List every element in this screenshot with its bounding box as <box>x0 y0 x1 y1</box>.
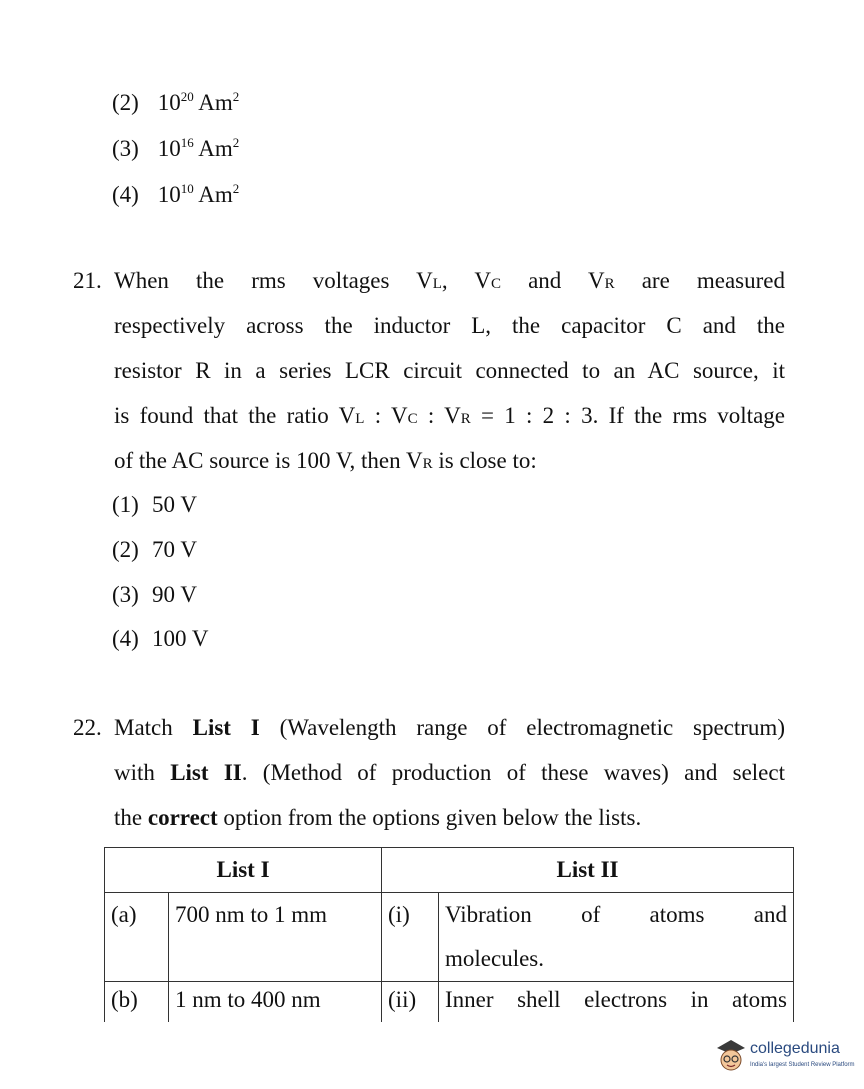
subscript: C <box>490 276 501 292</box>
option-base: 10 <box>157 182 181 207</box>
text-run: is close to: <box>432 448 537 473</box>
subscript: C <box>407 411 418 427</box>
question-22-number: 22. <box>73 715 102 740</box>
subscript: R <box>422 456 433 472</box>
option-text: 50 V <box>152 492 197 517</box>
option-text: 100 V <box>152 626 209 651</box>
production-method <box>439 893 794 982</box>
table-header-row <box>105 848 794 893</box>
subscript: L <box>355 411 365 427</box>
method-line-2: molecules. <box>445 946 545 971</box>
prev-option-2 <box>112 90 239 116</box>
option-unit-exp: 2 <box>232 135 240 150</box>
option-label: (3) <box>112 582 139 607</box>
bold-term: List II <box>170 760 242 785</box>
text-run: , V <box>441 268 491 293</box>
option-label: (2) <box>112 90 139 115</box>
question-21-line-5 <box>114 448 537 474</box>
option-unit: Am <box>198 182 233 207</box>
text-run: Match <box>114 715 193 740</box>
option-unit: Am <box>198 136 233 161</box>
question-21-line-3: resistor R in a series LCR circuit connected to an AC source, it <box>114 358 785 383</box>
text-run: : V <box>417 403 461 428</box>
text-run: with <box>114 760 171 785</box>
bold-term: List I <box>192 715 260 740</box>
text-run: = 1 : 2 : 3. If the rms voltage <box>470 403 785 428</box>
option-base: 10 <box>157 136 181 161</box>
prev-option-4 <box>112 182 239 208</box>
question-22-line-1 <box>114 715 785 741</box>
option-unit: Am <box>198 90 233 115</box>
bold-term: correct <box>147 805 218 830</box>
list-1-header: List I <box>105 848 382 893</box>
mascot-icon <box>714 1036 748 1076</box>
brand-name: collegedunia <box>750 1040 840 1057</box>
question-21-option-1[interactable] <box>112 492 197 518</box>
prev-option-3 <box>112 136 239 162</box>
subscript: R <box>460 411 471 427</box>
text-run: is found that the ratio V <box>114 403 356 428</box>
option-exp: 20 <box>180 89 194 104</box>
wavelength-range: 1 nm to 400 nm <box>169 982 382 1023</box>
question-21-line-1 <box>114 268 785 294</box>
wavelength-range: 700 nm to 1 mm <box>169 893 382 982</box>
row-roman: (i) <box>382 893 439 982</box>
question-22-line-2 <box>114 760 785 786</box>
option-text: 90 V <box>152 582 197 607</box>
question-22-line-3 <box>114 805 641 831</box>
option-label: (1) <box>112 492 139 517</box>
question-21-option-4[interactable] <box>112 626 208 652</box>
table-row <box>105 893 794 982</box>
question-21-line-4 <box>114 403 785 429</box>
question-21-option-3[interactable] <box>112 582 197 608</box>
text-run: option from the options given below the lists. <box>217 805 642 830</box>
method-line-1: Inner shell electrons in atoms <box>445 987 787 1012</box>
collegedunia-logo <box>714 1030 864 1089</box>
question-21-number: 21. <box>73 268 102 293</box>
subscript: L <box>432 276 442 292</box>
text-run: : V <box>364 403 408 428</box>
option-base: 10 <box>157 90 181 115</box>
text-run: the <box>114 805 148 830</box>
option-text: 70 V <box>152 537 197 562</box>
option-label: (2) <box>112 537 139 562</box>
row-roman: (ii) <box>382 982 439 1023</box>
question-21-option-2[interactable] <box>112 537 197 563</box>
method-line-1: Vibration of atoms and <box>445 902 787 927</box>
row-label: (b) <box>105 982 169 1023</box>
text-run: (Wavelength range of electromagnetic spectrum) <box>259 715 785 740</box>
option-unit-exp: 2 <box>232 89 240 104</box>
option-label: (4) <box>112 182 139 207</box>
list-2-header: List II <box>382 848 794 893</box>
row-label: (a) <box>105 893 169 982</box>
production-method <box>439 982 794 1023</box>
brand-tagline: India's largest Student Review Platform <box>750 1062 855 1068</box>
option-exp: 10 <box>180 181 194 196</box>
table-row <box>105 982 794 1023</box>
option-label: (4) <box>112 626 139 651</box>
text-run: of the AC source is 100 V, then V <box>114 448 423 473</box>
option-unit-exp: 2 <box>232 181 240 196</box>
option-exp: 16 <box>180 135 194 150</box>
question-21-line-2: respectively across the inductor L, the capacitor C and the <box>114 313 785 338</box>
match-table <box>104 847 794 1022</box>
text-run: and V <box>500 268 605 293</box>
option-label: (3) <box>112 136 139 161</box>
text-run: are measured <box>614 268 786 293</box>
text-run: When the rms voltages V <box>114 268 433 293</box>
text-run: . (Method of production of these waves) and select <box>241 760 785 785</box>
subscript: R <box>604 276 615 292</box>
